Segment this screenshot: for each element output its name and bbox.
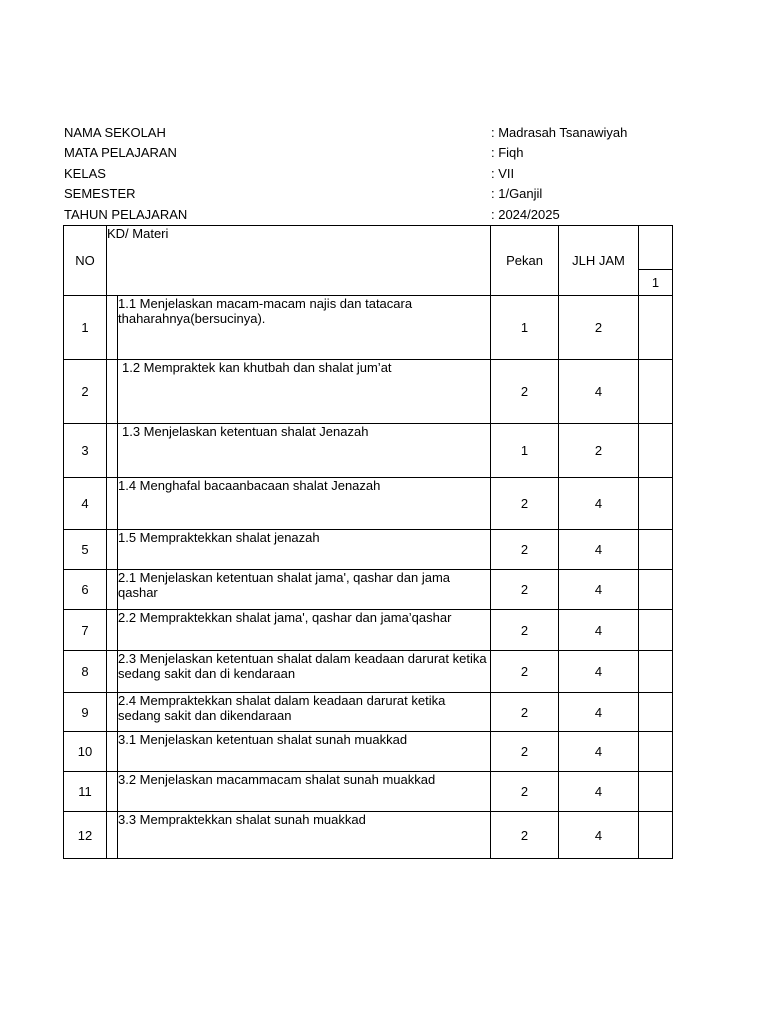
- table-row: [64, 812, 673, 859]
- row-no: 10: [64, 732, 107, 772]
- table-body: [64, 226, 673, 859]
- row-extra-cell: [639, 478, 673, 530]
- row-pekan: 2: [491, 530, 559, 570]
- row-pekan: 2: [491, 651, 559, 693]
- row-pekan: 2: [491, 693, 559, 732]
- row-no: 8: [64, 651, 107, 693]
- row-pekan: 2: [491, 478, 559, 530]
- table-row: [64, 610, 673, 651]
- row-extra-cell: [639, 610, 673, 651]
- row-pekan: 2: [491, 812, 559, 859]
- row-gutter: [107, 478, 118, 530]
- row-pekan: 2: [491, 772, 559, 812]
- school-label: NAMA SEKOLAH: [64, 125, 166, 140]
- row-no: 3: [64, 424, 107, 478]
- row-gutter: [107, 772, 118, 812]
- header-kd-materi: KD/ Materi: [107, 226, 491, 296]
- row-gutter: [107, 610, 118, 651]
- row-pekan: 1: [491, 296, 559, 360]
- row-kd-materi: 1.2 Mempraktek kan khutbah dan shalat jum’at: [118, 360, 491, 424]
- class-label: KELAS: [64, 165, 106, 181]
- row-extra-cell: [639, 693, 673, 732]
- row-kd-materi: 1.1 Menjelaskan macam-macam najis dan tatacara thaharahnya(bersucinya).: [118, 296, 491, 360]
- row-jlh-jam: 4: [559, 812, 639, 859]
- semester-value: : 1/Ganjil: [491, 186, 543, 202]
- table-row: [64, 570, 673, 610]
- subject-label: MATA PELAJARAN: [64, 145, 177, 161]
- info-row-year: [64, 206, 674, 226]
- kd-schedule-table: [63, 225, 673, 859]
- row-no: 4: [64, 478, 107, 530]
- table-row: [64, 360, 673, 424]
- row-gutter: [107, 651, 118, 693]
- row-gutter: [107, 570, 118, 610]
- subject-value: : Fiqh: [491, 145, 524, 161]
- row-extra-cell: [639, 424, 673, 478]
- row-extra-cell: [639, 732, 673, 772]
- row-kd-materi: 2.3 Menjelaskan ketentuan shalat dalam keadaan darurat ketika sedang sakit dan di kendaraan: [118, 651, 491, 693]
- header-extra-cell: [639, 226, 673, 270]
- semester-label: SEMESTER: [64, 186, 136, 202]
- row-pekan: 2: [491, 570, 559, 610]
- table-row: [64, 478, 673, 530]
- class-value: : VII: [491, 165, 515, 181]
- row-no: 9: [64, 693, 107, 732]
- row-no: 11: [64, 772, 107, 812]
- row-extra-cell: [639, 812, 673, 859]
- year-value: : 2024/2025: [491, 206, 560, 222]
- row-gutter: [107, 424, 118, 478]
- row-gutter: [107, 360, 118, 424]
- row-extra-cell: [639, 772, 673, 812]
- table-row: [64, 732, 673, 772]
- row-no: 12: [64, 812, 107, 859]
- info-row-subject: [64, 144, 674, 164]
- subheader-col-1: 1: [639, 270, 673, 296]
- row-pekan: 2: [491, 610, 559, 651]
- row-jlh-jam: 2: [559, 296, 639, 360]
- row-jlh-jam: 4: [559, 651, 639, 693]
- table-row: [64, 693, 673, 732]
- row-kd-materi: 1.5 Mempraktekkan shalat jenazah: [118, 530, 491, 570]
- row-extra-cell: [639, 530, 673, 570]
- row-kd-materi: 3.2 Menjelaskan macammacam shalat sunah muakkad: [118, 772, 491, 812]
- row-no: 2: [64, 360, 107, 424]
- row-kd-materi: 3.3 Mempraktekkan shalat sunah muakkad: [118, 812, 491, 859]
- row-kd-materi: 1.3 Menjelaskan ketentuan shalat Jenazah: [118, 424, 491, 478]
- header-no: NO: [64, 226, 107, 296]
- row-extra-cell: [639, 296, 673, 360]
- row-gutter: [107, 732, 118, 772]
- header-jlh-jam: JLH JAM: [559, 226, 639, 296]
- row-jlh-jam: 4: [559, 530, 639, 570]
- row-no: 6: [64, 570, 107, 610]
- row-gutter: [107, 296, 118, 360]
- table-row: [64, 424, 673, 478]
- row-extra-cell: [639, 570, 673, 610]
- row-pekan: 2: [491, 732, 559, 772]
- table-header-row: [64, 226, 673, 270]
- row-kd-materi: 2.1 Menjelaskan ketentuan shalat jama', qashar dan jama qashar: [118, 570, 491, 610]
- row-kd-materi: 3.1 Menjelaskan ketentuan shalat sunah muakkad: [118, 732, 491, 772]
- row-gutter: [107, 812, 118, 859]
- table-row: [64, 530, 673, 570]
- header-pekan: Pekan: [491, 226, 559, 296]
- school-value: : Madrasah Tsanawiyah: [491, 125, 628, 140]
- school-info: [64, 124, 674, 226]
- row-kd-materi: 2.2 Mempraktekkan shalat jama', qashar dan jama’qashar: [118, 610, 491, 651]
- row-jlh-jam: 4: [559, 610, 639, 651]
- info-row-school: [64, 124, 674, 144]
- row-jlh-jam: 4: [559, 360, 639, 424]
- year-label: TAHUN PELAJARAN: [64, 206, 188, 222]
- row-pekan: 1: [491, 424, 559, 478]
- row-gutter: [107, 530, 118, 570]
- row-jlh-jam: 4: [559, 693, 639, 732]
- table-row: [64, 296, 673, 360]
- row-extra-cell: [639, 360, 673, 424]
- row-kd-materi: 1.4 Menghafal bacaanbacaan shalat Jenazah: [118, 478, 491, 530]
- row-kd-materi: 2.4 Mempraktekkan shalat dalam keadaan darurat ketika sedang sakit dan dikendaraan: [118, 693, 491, 732]
- row-no: 7: [64, 610, 107, 651]
- table-row: [64, 651, 673, 693]
- row-jlh-jam: 4: [559, 772, 639, 812]
- table-row: [64, 772, 673, 812]
- info-row-semester: [64, 185, 674, 205]
- row-jlh-jam: 4: [559, 570, 639, 610]
- row-jlh-jam: 4: [559, 478, 639, 530]
- info-row-class: [64, 165, 674, 185]
- row-jlh-jam: 4: [559, 732, 639, 772]
- row-pekan: 2: [491, 360, 559, 424]
- row-no: 1: [64, 296, 107, 360]
- row-extra-cell: [639, 651, 673, 693]
- row-jlh-jam: 2: [559, 424, 639, 478]
- row-gutter: [107, 693, 118, 732]
- row-no: 5: [64, 530, 107, 570]
